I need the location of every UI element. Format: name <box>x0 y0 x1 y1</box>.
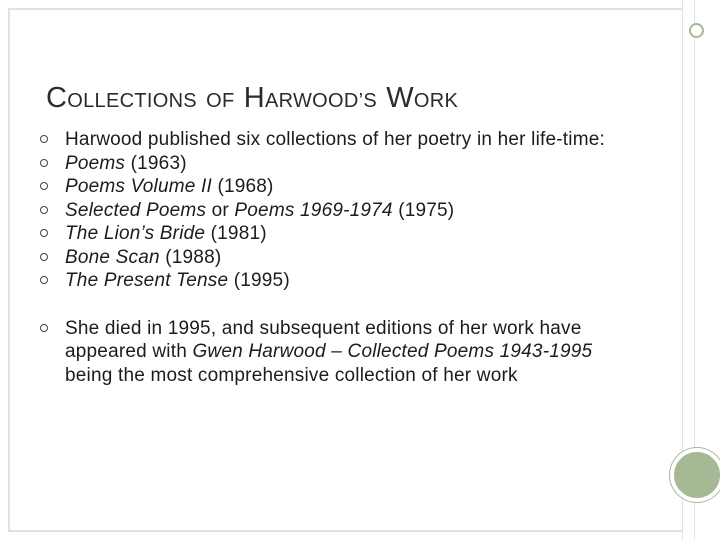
bullet-circle-icon <box>40 229 48 237</box>
bullet-item: Poems Volume II (1968) <box>40 175 620 199</box>
bullet-circle-icon <box>40 182 48 190</box>
decorative-circle-small <box>689 23 704 38</box>
bullet-list <box>40 128 620 387</box>
decorative-circle-large <box>670 448 720 502</box>
bullet-circle-icon <box>40 276 48 284</box>
bullet-item-closing: She died in 1995, and subsequent editions of her work have appeared with Gwen Harwood – Collected Poems 1943-1995 being the most comprehensive collection of her work <box>40 317 620 388</box>
bullet-circle-icon <box>40 324 48 332</box>
bullet-circle-icon <box>40 253 48 261</box>
bullet-item: The Lion’s Bride (1981) <box>40 222 620 246</box>
bullet-item: Selected Poems or Poems 1969-1974 (1975) <box>40 199 620 223</box>
slide-title: COLLECTIONS OF HARWOOD’S WORK <box>46 82 459 114</box>
bullet-item: Bone Scan (1988) <box>40 246 620 270</box>
bullet-circle-icon <box>40 159 48 167</box>
bullet-circle-icon <box>40 135 48 143</box>
bullet-item: Harwood published six collections of her poetry in her life-time: <box>40 128 620 152</box>
bullet-item: The Present Tense (1995) <box>40 269 620 293</box>
bullet-item: Poems (1963) <box>40 152 620 176</box>
bullet-circle-icon <box>40 206 48 214</box>
